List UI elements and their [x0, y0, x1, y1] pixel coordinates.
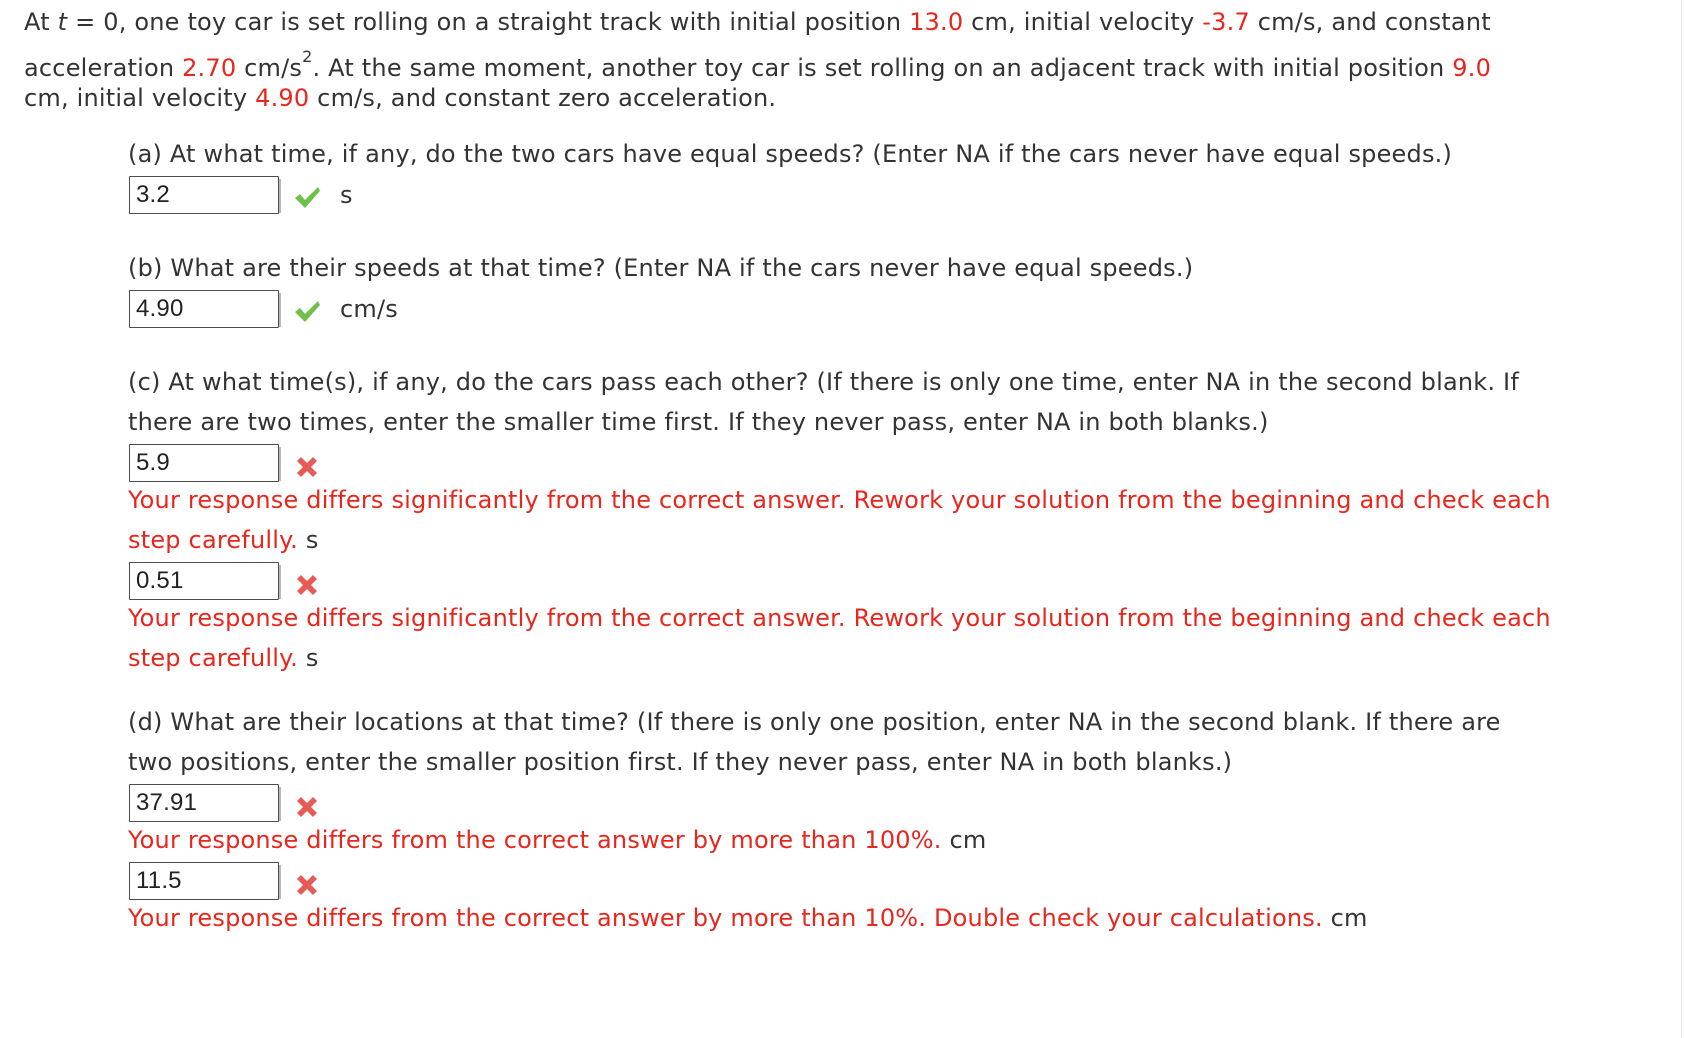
check-icon	[292, 182, 322, 212]
question-text: two positions, enter the smaller position first. If they never pass, enter NA in both blanks.)	[128, 748, 1233, 776]
x-icon	[292, 570, 322, 600]
part-d-unit: cm	[1330, 904, 1368, 932]
statement-text: = 0, one toy car is set rolling on a straight track with initial position	[67, 8, 910, 36]
part-c-unit: s	[305, 644, 319, 672]
part-d-question	[128, 702, 1658, 782]
car1-acceleration: 2.70	[182, 54, 237, 82]
part-d-answer-row-2	[128, 860, 1658, 898]
statement-line-2	[24, 42, 1654, 82]
part-d-unit: cm	[949, 826, 987, 854]
statement-text: cm/s, and constant	[1249, 8, 1491, 36]
part-c-answer-input-1[interactable]: 5.9	[129, 444, 279, 482]
part-b-unit: cm/s	[340, 295, 398, 323]
question-text: there are two times, enter the smaller time first. If they never pass, enter NA in both blanks.)	[128, 408, 1269, 436]
problem-statement	[24, 2, 1654, 118]
statement-text: acceleration	[24, 54, 183, 82]
feedback-text: Your response differs from the correct answer by more than 10%. Double check your calculations.	[128, 904, 1323, 932]
feedback-text: Your response differs significantly from the correct answer. Rework your solution from the beginning and check each	[128, 604, 1551, 632]
scrollbar-edge	[1681, 0, 1682, 1038]
car2-initial-position: 9.0	[1452, 54, 1492, 82]
part-d-answer-input-2[interactable]: 11.5	[129, 862, 279, 900]
x-icon	[292, 792, 322, 822]
car1-initial-position: 13.0	[909, 8, 964, 36]
part-a	[128, 134, 1658, 220]
part-b	[128, 248, 1658, 334]
part-d-answer-row-1	[128, 782, 1658, 820]
part-b-answer-row	[128, 288, 1658, 334]
part-c-unit: s	[305, 526, 319, 554]
part-b-answer-input[interactable]: 4.90	[129, 290, 279, 328]
feedback-text: step carefully.	[128, 526, 298, 554]
part-d-feedback-2	[128, 898, 1658, 938]
part-c-feedback-1	[128, 480, 1658, 560]
part-a-answer-row	[128, 174, 1658, 220]
statement-text: cm, initial velocity	[24, 84, 256, 112]
part-c-feedback-2	[128, 598, 1658, 678]
part-d	[128, 702, 1658, 938]
x-icon	[292, 452, 322, 482]
part-c	[128, 362, 1658, 678]
part-a-question	[128, 134, 1658, 174]
squared-superscript: 2	[302, 47, 313, 66]
x-icon	[292, 870, 322, 900]
time-variable: t	[57, 8, 68, 36]
statement-text: At	[24, 8, 58, 36]
question-text: (b) What are their speeds at that time? (Enter NA if the cars never have equal speeds.)	[128, 254, 1194, 282]
statement-text: cm/s	[236, 54, 303, 82]
statement-text: . At the same moment, another toy car is set rolling on an adjacent track with initial position	[312, 54, 1453, 82]
statement-line-1	[24, 2, 1654, 42]
statement-text: cm, initial velocity	[963, 8, 1203, 36]
part-c-answer-input-2[interactable]: 0.51	[129, 562, 279, 600]
question-text: (d) What are their locations at that time? (If there is only one position, enter NA in the second blank. If there are	[128, 708, 1501, 736]
part-b-question	[128, 248, 1658, 288]
part-a-answer-input[interactable]: 3.2	[129, 176, 279, 214]
statement-text: cm/s, and constant zero acceleration.	[309, 84, 777, 112]
car2-initial-velocity: 4.90	[255, 84, 310, 112]
car1-initial-velocity: -3.7	[1202, 8, 1250, 36]
part-a-unit: s	[340, 181, 353, 209]
feedback-text: step carefully.	[128, 644, 298, 672]
part-d-feedback-1	[128, 820, 1658, 860]
part-d-answer-input-1[interactable]: 37.91	[129, 784, 279, 822]
part-c-answer-row-2	[128, 560, 1658, 598]
question-text: (c) At what time(s), if any, do the cars pass each other? (If there is only one time, enter NA in the second blank. If	[128, 368, 1519, 396]
question-text: (a) At what time, if any, do the two cars have equal speeds? (Enter NA if the cars never have equal speeds.)	[128, 140, 1453, 168]
check-icon	[292, 296, 322, 326]
part-c-answer-row-1	[128, 442, 1658, 480]
feedback-text: Your response differs significantly from the correct answer. Rework your solution from the beginning and check each	[128, 486, 1551, 514]
feedback-text: Your response differs from the correct answer by more than 100%.	[128, 826, 942, 854]
part-c-question	[128, 362, 1658, 442]
